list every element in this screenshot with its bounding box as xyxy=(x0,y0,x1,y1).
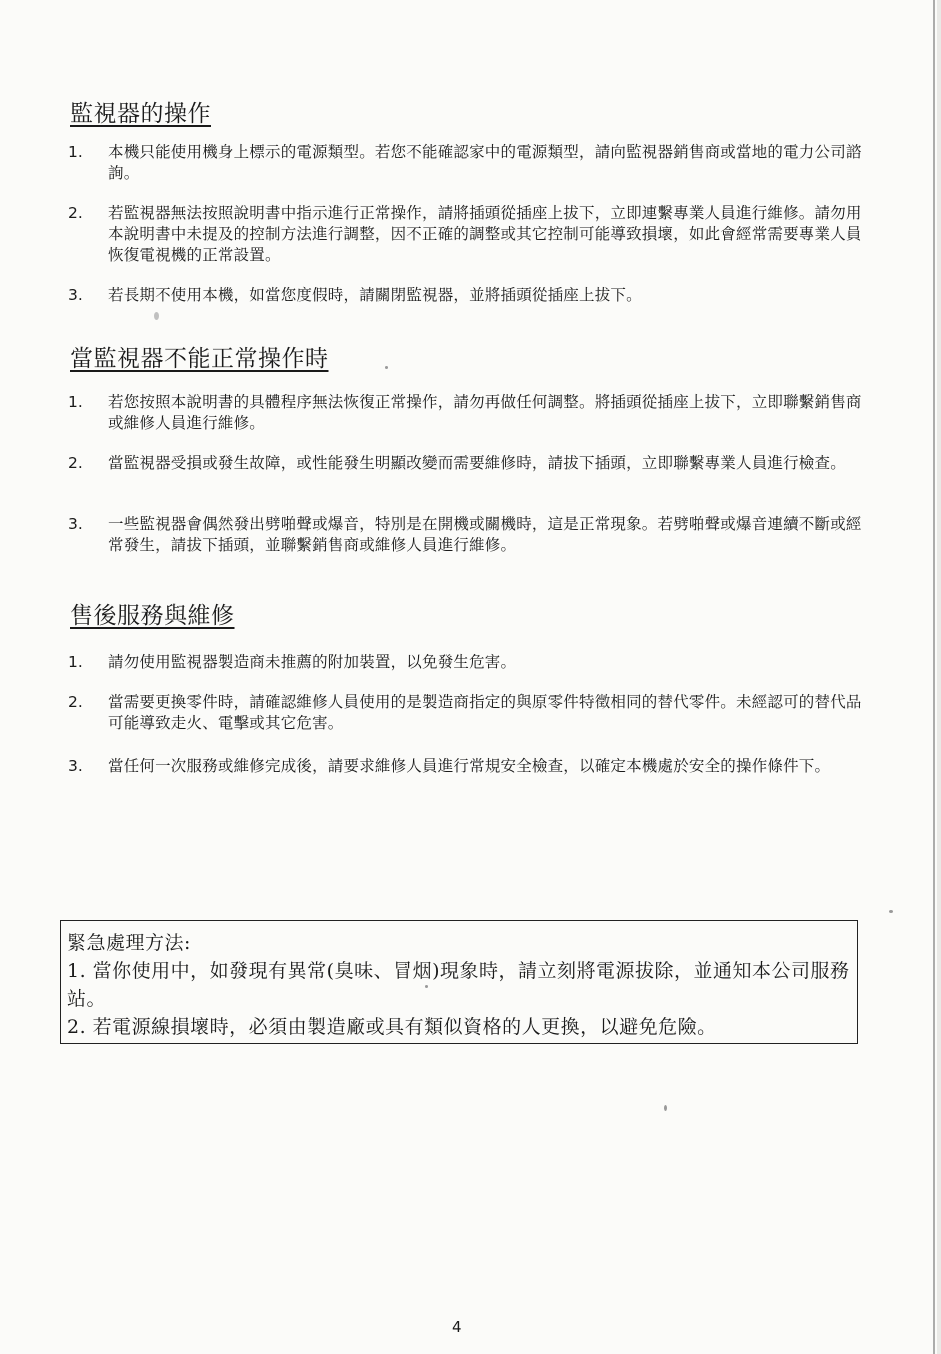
scan-speck xyxy=(385,366,388,369)
list-item xyxy=(68,142,868,184)
item-number: 2. xyxy=(68,693,83,711)
item-number: 1. xyxy=(68,653,83,671)
scan-edge-line xyxy=(933,0,935,1354)
item-text: 當任何一次服務或維修完成後，請要求維修人員進行常規安全檢查，以確定本機處於安全的操作條件下。 xyxy=(108,757,831,775)
scan-speck xyxy=(664,1105,667,1111)
list-item xyxy=(68,692,868,734)
item-text: 請勿使用監視器製造商未推薦的附加裝置，以免發生危害。 xyxy=(108,653,517,671)
list-item xyxy=(68,652,868,673)
section-title-operation: 監視器的操作 xyxy=(70,101,211,127)
item-text: 若監視器無法按照說明書中指示進行正常操作，請將插頭從插座上拔下，立即連繫專業人員進行維修。請勿用本說明書中未提及的控制方法進行調整，因不正確的調整或其它控制可能導致損壞，如此會經常需要專業人員恢復電視機的正常設置。 xyxy=(108,204,862,264)
scan-edge-shadow xyxy=(937,0,941,1354)
section-title-service: 售後服務與維修 xyxy=(70,603,235,629)
item-number: 2. xyxy=(68,454,83,472)
item-text: 本機只能使用機身上標示的電源類型。若您不能確認家中的電源類型，請向監視器銷售商或當地的電力公司諮詢。 xyxy=(108,143,862,182)
item-number: 3. xyxy=(68,286,83,304)
page-number: 4 xyxy=(452,1318,462,1336)
scan-speck xyxy=(154,312,159,320)
list-item xyxy=(68,756,868,777)
emergency-heading: 緊急處理方法: xyxy=(67,932,191,954)
item-number: 3. xyxy=(68,757,83,775)
scan-speck xyxy=(889,910,893,913)
list-item xyxy=(68,453,868,474)
item-number: 2. xyxy=(68,204,83,222)
item-text: 若您按照本說明書的具體程序無法恢復正常操作，請勿再做任何調整。將插頭從插座上拔下，立即聯繫銷售商或維修人員進行維修。 xyxy=(108,393,862,432)
item-text: 當需要更換零件時，請確認維修人員使用的是製造商指定的與原零件特徵相同的替代零件。未經認可的替代品可能導致走火、電擊或其它危害。 xyxy=(108,693,862,732)
item-text: 一些監視器會偶然發出劈啪聲或爆音，特別是在開機或關機時，這是正常現象。若劈啪聲或爆音連續不斷或經常發生，請拔下插頭，並聯繫銷售商或維修人員進行維修。 xyxy=(108,515,862,554)
item-number: 1. xyxy=(68,143,83,161)
list-item xyxy=(68,392,868,434)
item-text: 若長期不使用本機，如當您度假時，請關閉監視器，並將插頭從插座上拔下。 xyxy=(108,286,642,304)
list-item xyxy=(68,203,868,266)
scan-speck xyxy=(425,985,428,988)
item-number: 1. xyxy=(68,393,83,411)
list-item xyxy=(68,514,868,556)
section-title-malfunction: 當監視器不能正常操作時 xyxy=(70,346,329,372)
item-number: 3. xyxy=(68,515,83,533)
list-item xyxy=(68,285,868,306)
emergency-procedure-box xyxy=(60,920,858,1044)
emergency-line-1: 1. 當你使用中，如發現有異常(臭味、冒烟)現象時，請立刻將電源拔除，並通知本公司服務站。 xyxy=(67,960,850,1010)
item-text: 當監視器受損或發生故障，或性能發生明顯改變而需要維修時，請拔下插頭，立即聯繫專業人員進行檢查。 xyxy=(108,454,846,472)
emergency-line-2: 2. 若電源線損壞時，必須由製造廠或具有類似資格的人更換，以避免危險。 xyxy=(67,1016,717,1038)
